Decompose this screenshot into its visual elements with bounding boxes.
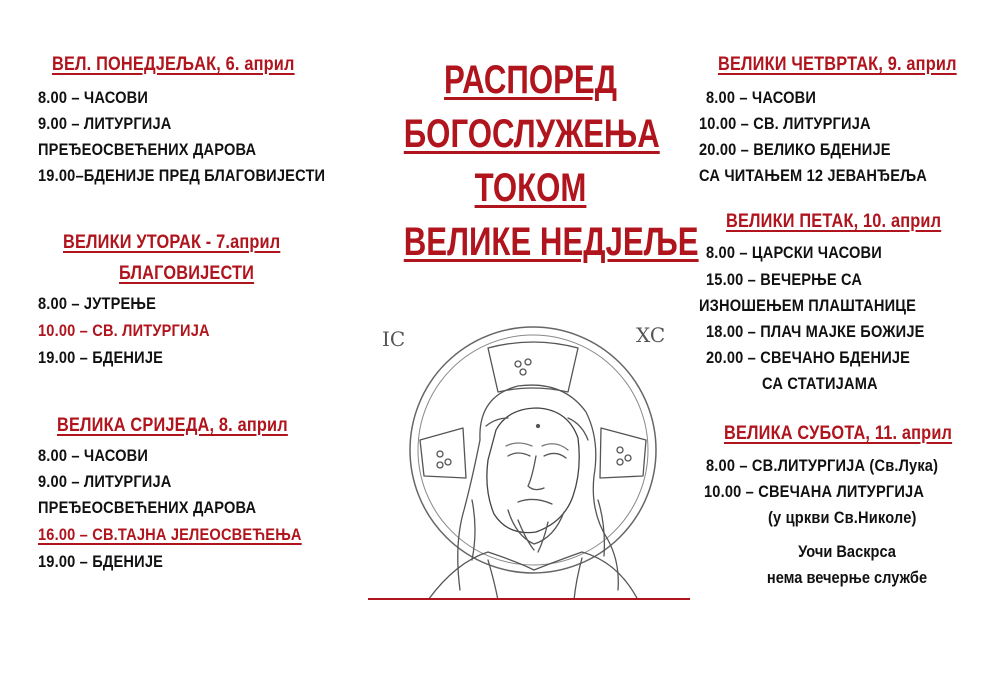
thursday-item-1: 8.00 – ЧАСОВИ <box>706 88 817 107</box>
note-line-1: Уочи Васкрса <box>798 542 896 561</box>
wednesday-item-2: 9.00 – ЛИТУРГИЈА <box>38 472 172 491</box>
icon-inscription-left: IC <box>382 327 406 351</box>
saturday-item-3: (у цркви Св.Николе) <box>768 508 917 527</box>
tuesday-heading: ВЕЛИКИ УТОРАК - 7.април <box>63 232 281 253</box>
saturday-item-2: 10.00 – СВЕЧАНА ЛИТУРГИЈА <box>704 482 925 501</box>
icon-divider-line <box>368 598 690 600</box>
thursday-item-4: СА ЧИТАЊЕМ 12 ЈЕВАНЂЕЉА <box>699 166 928 185</box>
wednesday-item-3: ПРЕЂЕОСВЕЋЕНИХ ДАРОВА <box>38 498 257 517</box>
friday-heading: ВЕЛИКИ ПЕТАК, 10. април <box>726 211 942 232</box>
title-line-3: ТОКОМ <box>474 166 587 210</box>
tuesday-item-3: 19.00 – БДЕНИЈЕ <box>38 348 164 367</box>
title-line-2: БОГОСЛУЖЕЊА <box>403 112 660 156</box>
thursday-heading: ВЕЛИКИ ЧЕТВРТАК, 9. април <box>718 54 957 75</box>
icon-inscription-right: XC <box>636 323 666 347</box>
saturday-item-1: 8.00 – СВ.ЛИТУРГИЈА (Св.Лука) <box>706 456 939 475</box>
monday-item-3: ПРЕЂЕОСВЕЋЕНИХ ДАРОВА <box>38 140 257 159</box>
thursday-item-3: 20.00 – ВЕЛИКО БДЕНИЈЕ <box>699 140 891 159</box>
monday-item-2: 9.00 – ЛИТУРГИЈА <box>38 114 172 133</box>
friday-item-4: 18.00 – ПЛАЧ МАЈКЕ БОЖИЈЕ <box>706 322 925 341</box>
monday-item-4: 19.00–БДЕНИЈЕ ПРЕД БЛАГОВИЈЕСТИ <box>38 166 326 185</box>
title-line-1: РАСПОРЕД <box>444 58 617 102</box>
friday-item-6: СА СТАТИЈАМА <box>762 374 878 393</box>
wednesday-item-4: 16.00 – СВ.ТАЈНА ЈЕЛЕОСВЕЋЕЊА <box>38 525 302 544</box>
tuesday-subheading: БЛАГОВИЈЕСТИ <box>119 263 255 284</box>
tuesday-item-1: 8.00 – ЈУТРЕЊЕ <box>38 294 157 313</box>
tuesday-item-2: 10.00 – СВ. ЛИТУРГИЈА <box>38 321 210 340</box>
wednesday-item-1: 8.00 – ЧАСОВИ <box>38 446 149 465</box>
christ-icon-drawing <box>368 300 690 600</box>
title-line-4: ВЕЛИКЕ НЕДЈЕЉЕ <box>403 220 699 264</box>
saturday-heading: ВЕЛИКА СУБОТА, 11. април <box>724 423 953 444</box>
monday-heading: ВЕЛ. ПОНЕДЈЕЉАК, 6. април <box>52 54 295 75</box>
monday-item-1: 8.00 – ЧАСОВИ <box>38 88 149 107</box>
friday-item-1: 8.00 – ЦАРСКИ ЧАСОВИ <box>706 243 882 262</box>
thursday-item-2: 10.00 – СВ. ЛИТУРГИЈА <box>699 114 871 133</box>
friday-item-2: 15.00 – ВЕЧЕРЊЕ СА <box>706 270 863 289</box>
note-line-2: нема вечерње службе <box>766 568 928 587</box>
friday-item-3: ИЗНОШЕЊЕМ ПЛАШТАНИЦЕ <box>699 296 917 315</box>
wednesday-heading: ВЕЛИКА СРИЈЕДА, 8. април <box>57 415 288 436</box>
friday-item-5: 20.00 – СВЕЧАНО БДЕНИЈЕ <box>706 348 911 367</box>
wednesday-item-5: 19.00 – БДЕНИЈЕ <box>38 552 164 571</box>
